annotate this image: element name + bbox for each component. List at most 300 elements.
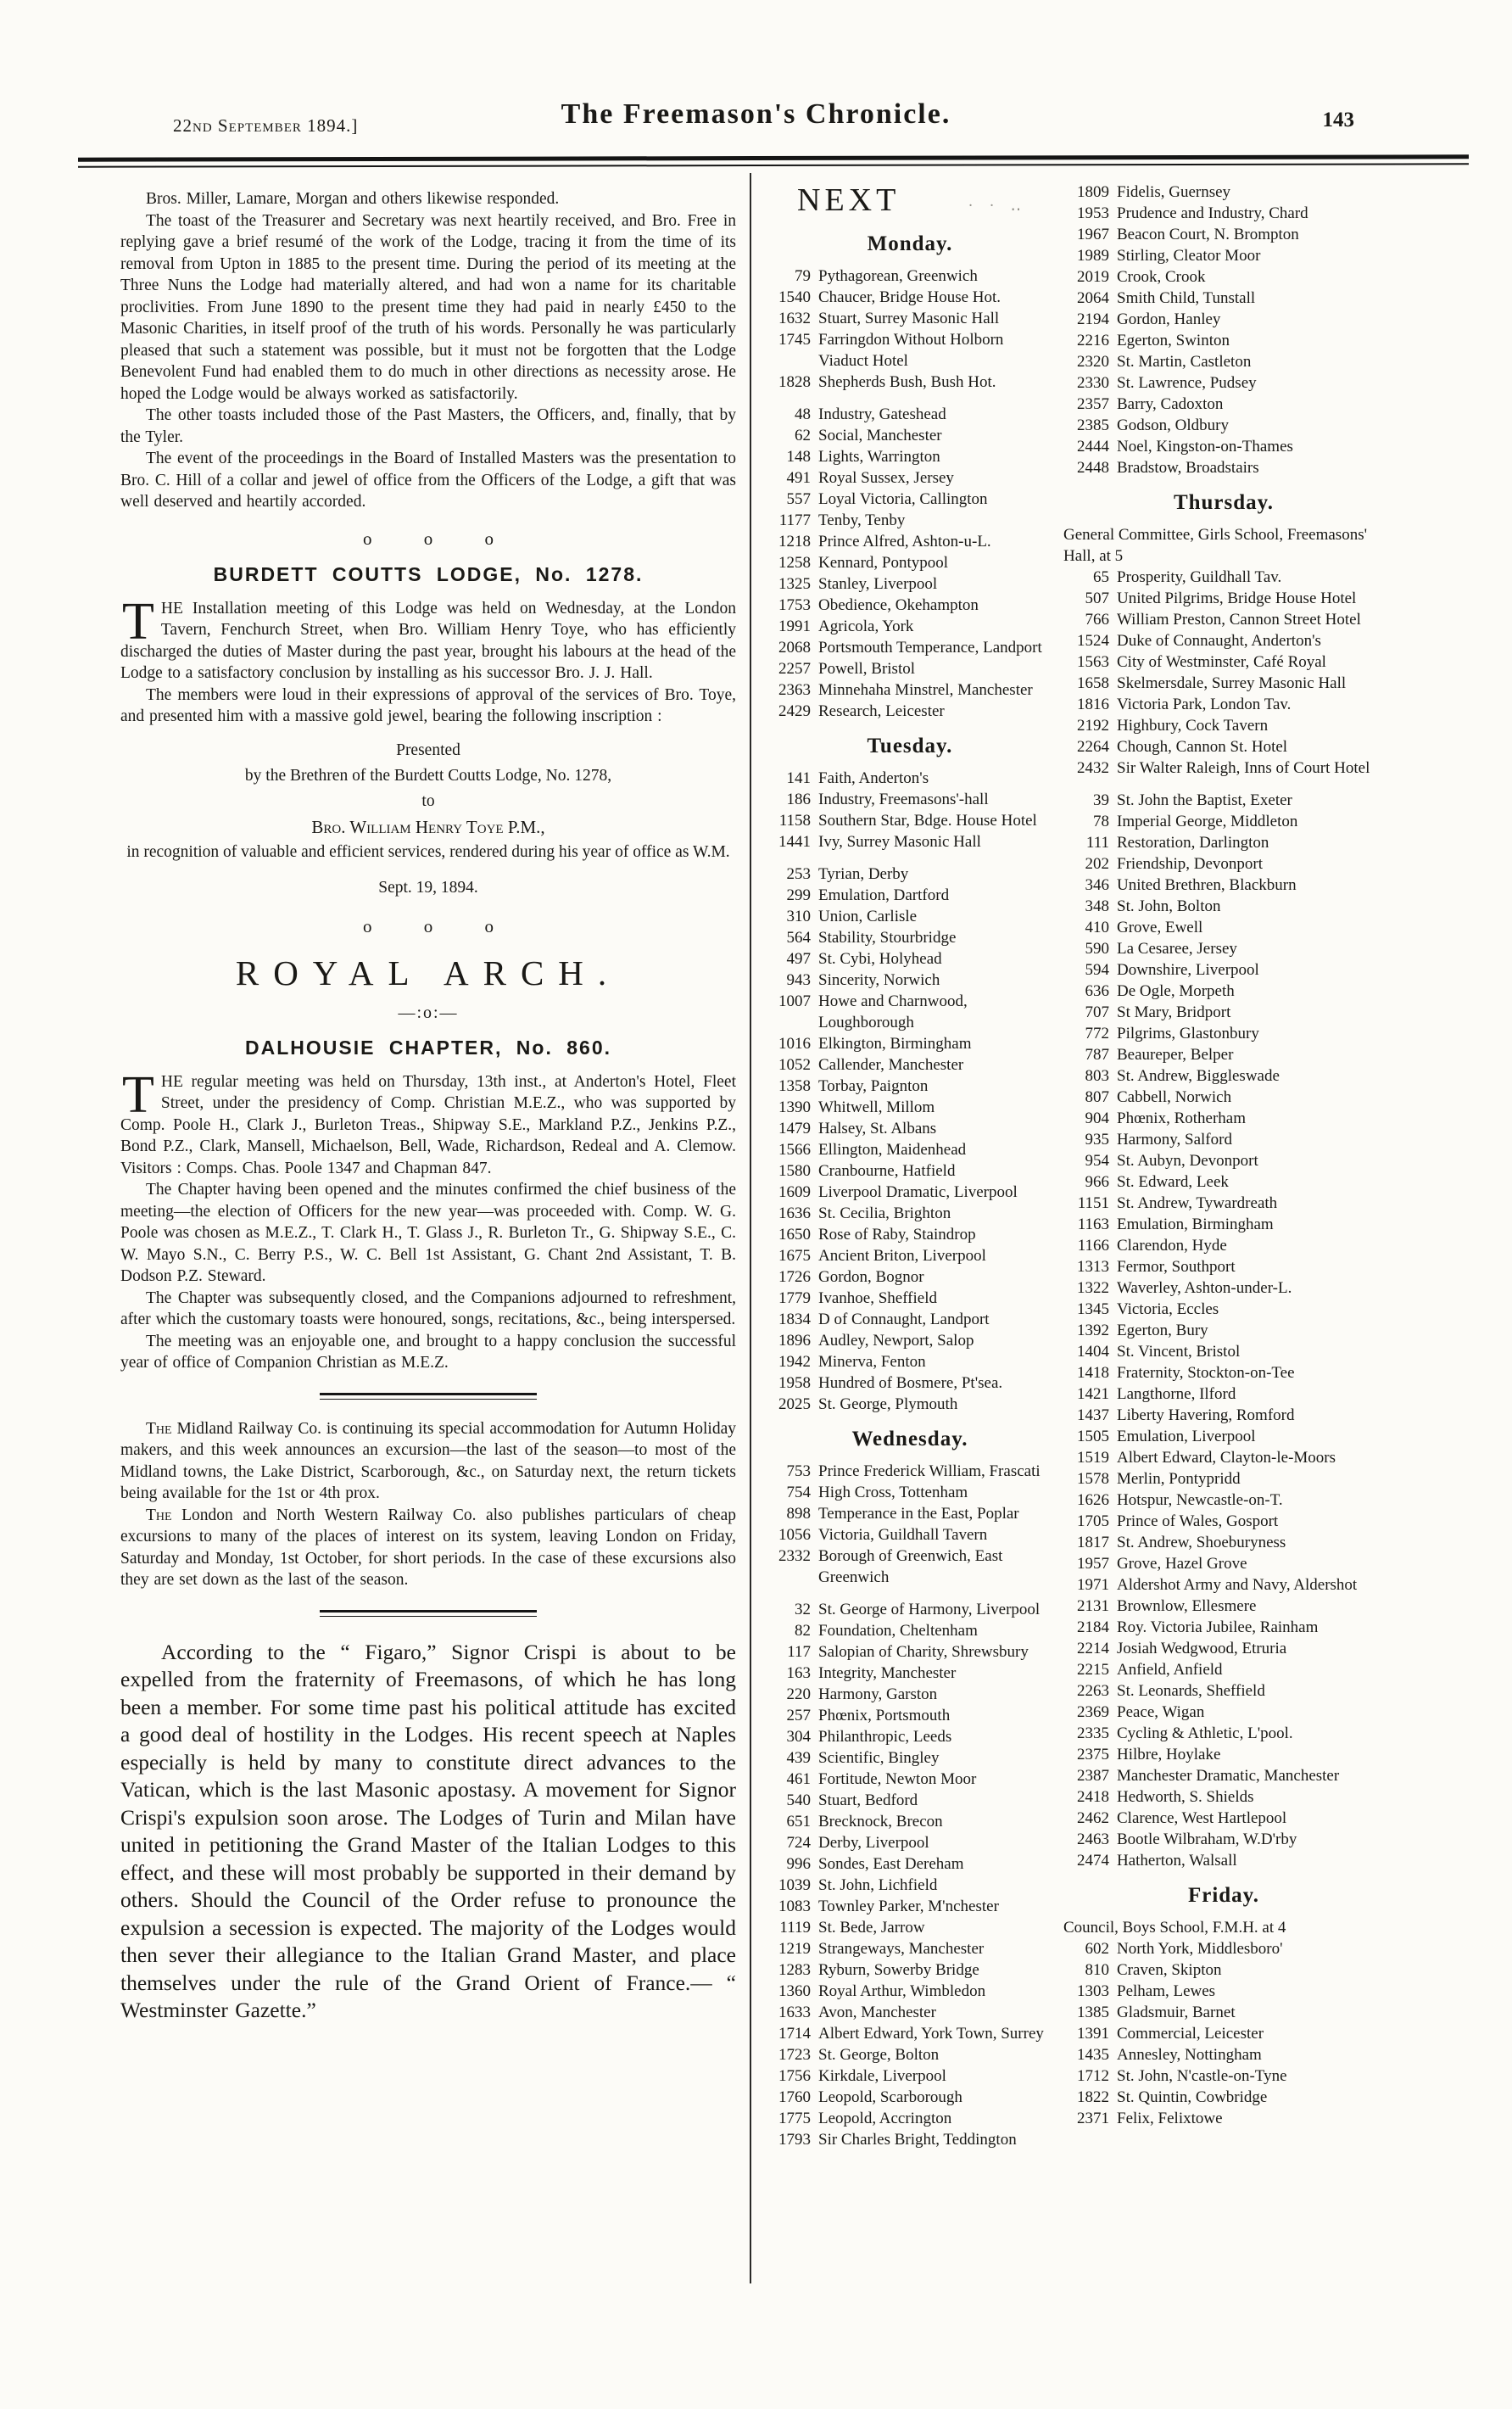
lodge-entry bbox=[763, 510, 1057, 531]
entry-number: 1658 bbox=[1077, 674, 1109, 692]
lodge-entry bbox=[1062, 309, 1386, 330]
lodge-entry bbox=[763, 595, 1057, 616]
entry-name: Beaureper, Belper bbox=[1117, 1046, 1234, 1064]
entry-number: 1039 bbox=[778, 1876, 811, 1894]
inscription-line: by the Brethren of the Burdett Coutts Lodge, No. 1278, bbox=[244, 766, 612, 785]
lodge-entry bbox=[763, 1545, 1057, 1588]
leading-small-caps: The bbox=[146, 1506, 172, 1524]
entry-number: 766 bbox=[1085, 611, 1109, 629]
entry-name: Hatherton, Walsall bbox=[1117, 1852, 1237, 1870]
lodge-entry bbox=[763, 1832, 1057, 1853]
lodge-entry bbox=[763, 1599, 1057, 1620]
lodge-entry bbox=[1062, 1405, 1386, 1426]
entry-number: 966 bbox=[1085, 1173, 1109, 1191]
lodge-entry bbox=[1062, 1468, 1386, 1490]
entry-number: 1675 bbox=[778, 1247, 811, 1265]
entry-name: Emulation, Liverpool bbox=[1117, 1428, 1256, 1445]
entry-number: 753 bbox=[786, 1462, 811, 1480]
lodge-entry bbox=[1062, 757, 1386, 779]
entry-name: Sondes, East Dereham bbox=[818, 1855, 964, 1873]
entry-name: D of Connaught, Landport bbox=[818, 1311, 990, 1328]
lodge-entry bbox=[763, 2044, 1057, 2065]
lodge-entry bbox=[1062, 959, 1386, 981]
entry-number: 2375 bbox=[1077, 1746, 1109, 1763]
entry-name: Imperial George, Middleton bbox=[1117, 813, 1298, 830]
entry-name: Clarendon, Hyde bbox=[1117, 1237, 1227, 1255]
entry-number: 1953 bbox=[1077, 204, 1109, 222]
lodge-entry bbox=[763, 2087, 1057, 2108]
entry-name: United Brethren, Blackburn bbox=[1117, 876, 1297, 894]
lodge-entry bbox=[763, 1503, 1057, 1524]
article-paragraph: The Midland Railway Co. is continuing its special accommodation for Autumn Holiday makers, and this week announces an excursion—the last of the season—to most of the Midland towns, the Lake District, Scarborough, &c., on Saturday next, the return tickets being available for the 1st or 4th prox. bbox=[120, 1419, 736, 1502]
lodge-entry bbox=[1062, 1638, 1386, 1659]
entry-name: Pythagorean, Greenwich bbox=[818, 267, 978, 285]
entry-number: 1989 bbox=[1077, 247, 1109, 265]
entry-name: William Preston, Cannon Street Hotel bbox=[1117, 611, 1361, 629]
lodge-entry bbox=[1062, 981, 1386, 1002]
entry-name: Liverpool Dramatic, Liverpool bbox=[818, 1183, 1018, 1201]
lodge-entry bbox=[1062, 917, 1386, 938]
section-heading-large: ROYAL ARCH. bbox=[235, 953, 622, 992]
entry-name: Commercial, Leicester bbox=[1117, 2025, 1264, 2043]
lodge-entry bbox=[763, 864, 1057, 885]
entry-name: City of Westminster, Café Royal bbox=[1117, 653, 1326, 671]
lodge-entry bbox=[763, 1372, 1057, 1394]
entry-number: 1524 bbox=[1077, 632, 1109, 650]
entry-name: Scientific, Bingley bbox=[818, 1749, 940, 1767]
lodge-entry bbox=[1062, 588, 1386, 609]
lodge-entry bbox=[763, 467, 1057, 489]
lodge-entry bbox=[763, 1351, 1057, 1372]
entry-number: 2215 bbox=[1077, 1661, 1109, 1679]
entry-number: 348 bbox=[1085, 897, 1109, 915]
listing-masthead-text: NEXT bbox=[797, 182, 901, 218]
entry-name: Felix, Felixtowe bbox=[1117, 2110, 1223, 2127]
entry-name: Stirling, Cleator Moor bbox=[1117, 247, 1261, 265]
entry-number: 557 bbox=[786, 490, 811, 508]
entry-name: United Pilgrims, Bridge House Hotel bbox=[1117, 590, 1357, 607]
entry-number: 1705 bbox=[1077, 1512, 1109, 1530]
lodge-entry bbox=[763, 552, 1057, 573]
entry-name: Callender, Manchester bbox=[818, 1056, 964, 1074]
entry-number: 904 bbox=[1085, 1109, 1109, 1127]
entry-name: Fortitude, Newton Moor bbox=[818, 1770, 977, 1788]
lodge-entry bbox=[1062, 694, 1386, 715]
entry-number: 2214 bbox=[1077, 1640, 1109, 1657]
entry-name: St. George, Plymouth bbox=[818, 1395, 958, 1413]
entry-name: Phœnix, Portsmouth bbox=[818, 1707, 951, 1724]
lodge-entry bbox=[763, 1182, 1057, 1203]
lodge-entry bbox=[763, 1811, 1057, 1832]
entry-name: Sincerity, Norwich bbox=[818, 971, 940, 989]
section-heading: DALHOUSIE CHAPTER, No. 860. bbox=[245, 1036, 611, 1059]
lodge-entry bbox=[1062, 1108, 1386, 1129]
entry-number: 461 bbox=[786, 1770, 811, 1788]
day-heading: Friday. bbox=[1187, 1884, 1260, 1907]
entry-name: Downshire, Liverpool bbox=[1117, 961, 1259, 979]
entry-number: 79 bbox=[795, 267, 811, 285]
entry-name: Bradstow, Broadstairs bbox=[1117, 459, 1259, 477]
entry-number: 1636 bbox=[778, 1204, 811, 1222]
entry-name: Ivanhoe, Sheffield bbox=[818, 1289, 937, 1307]
lodge-entry bbox=[763, 1853, 1057, 1875]
entry-number: 410 bbox=[1085, 919, 1109, 936]
lodge-entry bbox=[763, 810, 1057, 831]
entry-number: 1505 bbox=[1077, 1428, 1109, 1445]
entry-number: 497 bbox=[786, 950, 811, 968]
entry-number: 2357 bbox=[1077, 395, 1109, 413]
day-heading: Tuesday. bbox=[867, 735, 953, 757]
lodge-entry bbox=[1062, 2065, 1386, 2087]
entry-name: Powell, Bristol bbox=[818, 660, 916, 678]
day-heading: Monday. bbox=[867, 232, 953, 255]
lodge-entry bbox=[763, 2002, 1057, 2023]
lodge-entry bbox=[1062, 2087, 1386, 2108]
lodge-entry bbox=[1062, 1917, 1386, 1938]
entry-number: 1479 bbox=[778, 1120, 811, 1137]
listing-masthead bbox=[763, 182, 1057, 219]
lodge-entry bbox=[1062, 245, 1386, 266]
entry-number: 1441 bbox=[778, 833, 811, 851]
entry-number: 1650 bbox=[778, 1226, 811, 1244]
entry-name: Ellington, Maidenhead bbox=[818, 1141, 967, 1159]
entry-number: 1822 bbox=[1077, 2088, 1109, 2106]
entry-number: 1563 bbox=[1077, 653, 1109, 671]
entry-number: 1540 bbox=[778, 288, 811, 306]
drop-cap: T bbox=[122, 1065, 154, 1124]
entry-name: Hundred of Bosmere, Pt'sea. bbox=[818, 1374, 1003, 1392]
entry-number: 1177 bbox=[778, 511, 811, 529]
entry-name: Cranbourne, Hatfield bbox=[818, 1162, 956, 1180]
entry-number: 1745 bbox=[778, 331, 811, 349]
entry-number: 491 bbox=[786, 469, 811, 487]
entry-name: St. Aubyn, Devonport bbox=[1117, 1152, 1258, 1170]
entry-name: Integrity, Manchester bbox=[818, 1664, 957, 1682]
article-paragraph-large: According to the “ Figaro,” Signor Crispi is about to be expelled from the fraternity of Freemasons, of which he has long been a member. For some time past his political attitude has excited a good deal of hostility in the Lodges. His recent speech at Naples especially is held by many to constitute direct advances to the Vatican, which is the last Masonic apostasy. A movement for Signor Crispi's expulsion soon arose. The Lodges of Turin and Milan have united in petitioning the Grand Master of the Italian Lodges to this effect, and these will most probably be supported in their demand by others. Should the Council of the Order refuse to pronounce the expulsion a secession is expected. The majority of the Lodges would then sever their allegiance to the Italian Grand Master, and place themselves under the rule of the Grand Orient of France.— “ Westminster Gazette.” bbox=[120, 1639, 736, 2022]
lodge-entry bbox=[1062, 1938, 1386, 1959]
entry-name: Victoria, Guildhall Tavern bbox=[818, 1526, 988, 1544]
entry-name: Stanley, Liverpool bbox=[818, 575, 938, 593]
entry-name: St. John, N'castle-on-Tyne bbox=[1117, 2067, 1287, 2085]
entry-name: Noel, Kingston-on-Thames bbox=[1117, 438, 1293, 456]
entry-name: Council, Boys School, F.M.H. at 4 bbox=[1063, 1919, 1286, 1937]
lodge-entry bbox=[763, 1118, 1057, 1139]
entry-number: 1166 bbox=[1077, 1237, 1109, 1255]
entry-name: Friendship, Devonport bbox=[1117, 855, 1264, 873]
entry-name: Brownlow, Ellesmere bbox=[1117, 1597, 1257, 1615]
entry-number: 507 bbox=[1085, 590, 1109, 607]
double-rule bbox=[320, 1393, 537, 1400]
entry-number: 78 bbox=[1093, 813, 1109, 830]
entry-name: Brecknock, Brecon bbox=[818, 1813, 943, 1831]
entry-number: 1566 bbox=[778, 1141, 811, 1159]
entry-name: Research, Leicester bbox=[818, 702, 945, 720]
entry-name: Industry, Gateshead bbox=[818, 405, 946, 423]
entry-name: Highbury, Cock Tavern bbox=[1117, 717, 1269, 735]
lodge-entry bbox=[763, 616, 1057, 637]
inscription-line: in recognition of valuable and efficient services, rendered during his year of office as W.M. bbox=[126, 842, 730, 861]
lodge-entry bbox=[763, 446, 1057, 467]
inscription-block bbox=[120, 738, 736, 901]
entry-number: 82 bbox=[795, 1622, 811, 1640]
entry-name: Ancient Briton, Liverpool bbox=[818, 1247, 986, 1265]
entry-number: 1756 bbox=[778, 2067, 811, 2085]
lodge-entry bbox=[763, 789, 1057, 810]
entry-name: De Ogle, Morpeth bbox=[1117, 982, 1235, 1000]
entry-name: Tyrian, Derby bbox=[818, 865, 909, 883]
entry-name: Kennard, Pontypool bbox=[818, 554, 949, 572]
entry-name: St Mary, Bridport bbox=[1117, 1003, 1231, 1021]
lodge-entry bbox=[1062, 1959, 1386, 1981]
lodge-entry bbox=[763, 906, 1057, 927]
entry-number: 2462 bbox=[1077, 1809, 1109, 1827]
lodge-entry bbox=[763, 1394, 1057, 1415]
entry-name: Industry, Freemasons'-hall bbox=[818, 791, 989, 808]
entry-name: Barry, Cadoxton bbox=[1117, 395, 1224, 413]
entry-number: 1392 bbox=[1077, 1322, 1109, 1339]
entry-number: 148 bbox=[786, 448, 811, 466]
entry-name: St. Martin, Castleton bbox=[1117, 353, 1252, 371]
entry-number: 540 bbox=[786, 1791, 811, 1809]
entry-number: 2019 bbox=[1077, 268, 1109, 286]
lodge-entry bbox=[763, 573, 1057, 595]
entry-number: 202 bbox=[1085, 855, 1109, 873]
entry-number: 299 bbox=[786, 886, 811, 904]
entry-name: Philanthropic, Leeds bbox=[818, 1728, 952, 1746]
header-rule bbox=[78, 154, 1469, 167]
lodge-entry bbox=[763, 831, 1057, 852]
lodge-entry bbox=[1062, 1426, 1386, 1447]
entry-name: Avon, Manchester bbox=[818, 2004, 936, 2021]
meetings-column-2 bbox=[1062, 182, 1386, 2140]
entry-number: 1435 bbox=[1077, 2046, 1109, 2064]
entry-name: Elkington, Birmingham bbox=[818, 1035, 972, 1053]
entry-number: 1421 bbox=[1077, 1385, 1109, 1403]
lodge-entry bbox=[763, 1288, 1057, 1309]
lodge-entry bbox=[1062, 224, 1386, 245]
entry-number: 2320 bbox=[1077, 353, 1109, 371]
entry-name: Whitwell, Millom bbox=[818, 1098, 935, 1116]
entry-number: 1052 bbox=[778, 1056, 811, 1074]
page-title: The Freemason's Chronicle. bbox=[561, 98, 951, 130]
lodge-entry bbox=[1062, 1447, 1386, 1468]
entry-name: North York, Middlesboro' bbox=[1117, 1940, 1283, 1958]
entry-number: 1158 bbox=[778, 812, 811, 830]
lodge-entry bbox=[1062, 651, 1386, 673]
lodge-entry bbox=[1062, 415, 1386, 436]
entry-name: Minnehaha Minstrel, Manchester bbox=[818, 681, 1033, 699]
lodge-entry bbox=[1062, 1299, 1386, 1320]
entry-name: Leopold, Scarborough bbox=[818, 2088, 962, 2106]
entry-number: 1809 bbox=[1077, 183, 1109, 201]
entry-name: Albert Edward, Clayton-le-Moors bbox=[1117, 1449, 1336, 1467]
lodge-entry bbox=[1062, 2108, 1386, 2129]
lodge-entry bbox=[1062, 1744, 1386, 1765]
entry-number: 1385 bbox=[1077, 2004, 1109, 2021]
entry-name: Ivy, Surrey Masonic Hall bbox=[818, 833, 981, 851]
lodge-entry bbox=[763, 970, 1057, 991]
entry-name: Cabbell, Norwich bbox=[1117, 1088, 1232, 1106]
entry-number: 2474 bbox=[1077, 1852, 1109, 1870]
lodge-group bbox=[763, 864, 1057, 1415]
entry-name: Liberty Havering, Romford bbox=[1117, 1406, 1295, 1424]
entry-number: 1083 bbox=[778, 1898, 811, 1915]
lodge-entry bbox=[763, 1726, 1057, 1747]
entry-number: 2257 bbox=[778, 660, 811, 678]
lodge-entry bbox=[1062, 1850, 1386, 1871]
lodge-entry bbox=[763, 1266, 1057, 1288]
date-line: 22nd September 1894.] bbox=[173, 115, 359, 136]
entry-name: St. Leonards, Sheffield bbox=[1117, 1682, 1265, 1700]
entry-name: Skelmersdale, Surrey Masonic Hall bbox=[1117, 674, 1347, 692]
entry-number: 1519 bbox=[1077, 1449, 1109, 1467]
entry-number: 2064 bbox=[1077, 289, 1109, 307]
entry-name: Chaucer, Bridge House Hot. bbox=[818, 288, 1001, 306]
entry-number: 1626 bbox=[1077, 1491, 1109, 1509]
lodge-group bbox=[1062, 182, 1386, 478]
lodge-entry bbox=[763, 1139, 1057, 1160]
entry-name: Farringdon Without Holborn Viaduct Hotel bbox=[818, 331, 1004, 370]
entry-name: Sir Charles Bright, Teddington bbox=[818, 2131, 1017, 2149]
entry-name: Audley, Newport, Salop bbox=[818, 1332, 974, 1350]
lodge-entry bbox=[763, 1461, 1057, 1482]
entry-name: Social, Manchester bbox=[818, 427, 942, 444]
lodge-entry bbox=[763, 404, 1057, 425]
entry-name: Hilbre, Hoylake bbox=[1117, 1746, 1221, 1763]
lodge-entry bbox=[1062, 2044, 1386, 2065]
lodge-entry bbox=[1062, 457, 1386, 478]
lodge-entry bbox=[1062, 630, 1386, 651]
entry-number: 1283 bbox=[778, 1961, 811, 1979]
entry-name: Clarence, West Hartlepool bbox=[1117, 1809, 1287, 1827]
entry-name: Victoria Park, London Tav. bbox=[1117, 696, 1292, 713]
entry-number: 111 bbox=[1085, 834, 1109, 852]
entry-name: St. John, Lichfield bbox=[818, 1876, 938, 1894]
lodge-entry bbox=[1062, 436, 1386, 457]
entry-number: 1322 bbox=[1077, 1279, 1109, 1297]
entry-number: 1437 bbox=[1077, 1406, 1109, 1424]
article-paragraph: The London and North Western Railway Co. also publishes particulars of cheap excursions to many of the places of interest on its system, leaving London on Friday, Saturday and Monday, 1st October, for short periods. In the case of these excursions also they are set down as the last of the season. bbox=[120, 1506, 736, 1589]
entry-number: 954 bbox=[1085, 1152, 1109, 1170]
entry-name: Fermor, Southport bbox=[1117, 1258, 1236, 1276]
entry-name: Southern Star, Bdge. House Hotel bbox=[818, 812, 1037, 830]
lodge-entry bbox=[1062, 1574, 1386, 1596]
lodge-entry bbox=[763, 1769, 1057, 1790]
lodge-entry bbox=[763, 701, 1057, 722]
lodge-entry bbox=[1062, 1808, 1386, 1829]
article-paragraph: The members were loud in their expressions of approval of the services of Bro. Toye, and presented him with a massive gold jewel, bearing the following inscription : bbox=[120, 685, 736, 725]
lodge-entry bbox=[1062, 1553, 1386, 1574]
lodge-entry bbox=[1062, 1235, 1386, 1256]
entry-name: Stability, Stourbridge bbox=[818, 929, 957, 947]
entry-number: 1404 bbox=[1077, 1343, 1109, 1361]
lodge-entry bbox=[763, 1981, 1057, 2002]
lodge-entry bbox=[763, 1524, 1057, 1545]
entry-name: Craven, Skipton bbox=[1117, 1961, 1222, 1979]
entry-name: Godson, Oldbury bbox=[1117, 416, 1229, 434]
entry-name: Peace, Wigan bbox=[1117, 1703, 1205, 1721]
entry-number: 117 bbox=[787, 1643, 811, 1661]
entry-number: 2335 bbox=[1077, 1724, 1109, 1742]
lodge-entry bbox=[1062, 1490, 1386, 1511]
entry-name: Union, Carlisle bbox=[818, 908, 918, 925]
entry-name: Ryburn, Sowerby Bridge bbox=[818, 1961, 979, 1979]
lodge-entry bbox=[1062, 1659, 1386, 1680]
lodge-entry bbox=[763, 2023, 1057, 2044]
entry-name: General Committee, Girls School, Freemasons' Hall, at 5 bbox=[1063, 526, 1368, 565]
lodge-group bbox=[763, 1461, 1057, 1588]
lodge-entry bbox=[1062, 853, 1386, 875]
entry-number: 2363 bbox=[778, 681, 811, 699]
entry-name: Waverley, Ashton-under-L. bbox=[1117, 1279, 1292, 1297]
entry-number: 1991 bbox=[778, 618, 811, 635]
entry-number: 2463 bbox=[1077, 1831, 1109, 1848]
lodge-entry bbox=[763, 948, 1057, 970]
entry-name: Crook, Crook bbox=[1117, 268, 1206, 286]
entry-name: Tenby, Tenby bbox=[818, 511, 906, 529]
entry-number: 1303 bbox=[1077, 1982, 1109, 2000]
lodge-entry bbox=[1062, 182, 1386, 203]
entry-name: Shepherds Bush, Bush Hot. bbox=[818, 373, 996, 391]
entry-number: 2192 bbox=[1077, 717, 1109, 735]
entry-name: Borough of Greenwich, East Greenwich bbox=[818, 1547, 1003, 1586]
entry-name: Royal Sussex, Jersey bbox=[818, 469, 954, 487]
lodge-entry bbox=[763, 1482, 1057, 1503]
entry-number: 2444 bbox=[1077, 438, 1109, 456]
entry-name: St. Cecilia, Brighton bbox=[818, 1204, 951, 1222]
lodge-entry bbox=[1062, 1256, 1386, 1277]
lodge-entry bbox=[763, 1224, 1057, 1245]
entry-number: 1712 bbox=[1077, 2067, 1109, 2085]
lodge-entry bbox=[1062, 394, 1386, 415]
entry-number: 65 bbox=[1093, 568, 1109, 586]
entry-number: 62 bbox=[795, 427, 811, 444]
lodge-entry bbox=[1062, 524, 1386, 567]
lodge-entry bbox=[1062, 609, 1386, 630]
entry-name: Strangeways, Manchester bbox=[818, 1940, 985, 1958]
section-heading: BURDETT COUTTS LODGE, No. 1278. bbox=[213, 562, 644, 585]
lodge-entry bbox=[763, 637, 1057, 658]
entry-number: 1942 bbox=[778, 1353, 811, 1371]
lodge-entry bbox=[1062, 1044, 1386, 1065]
entry-number: 2264 bbox=[1077, 738, 1109, 756]
lodge-entry bbox=[1062, 1723, 1386, 1744]
lodge-entry bbox=[763, 489, 1057, 510]
entry-number: 594 bbox=[1085, 961, 1109, 979]
entry-number: 2369 bbox=[1077, 1703, 1109, 1721]
entry-number: 141 bbox=[786, 769, 811, 787]
lodge-entry bbox=[1062, 1277, 1386, 1299]
lodge-entry bbox=[1062, 2023, 1386, 2044]
lodge-entry bbox=[763, 2065, 1057, 2087]
inscription-line: Bro. William Henry Toye P.M., bbox=[311, 816, 545, 837]
entry-name: St. Andrew, Tywardreath bbox=[1117, 1194, 1278, 1212]
entry-name: St. George, Bolton bbox=[818, 2046, 940, 2064]
entry-number: 1219 bbox=[778, 1940, 811, 1958]
inscription-line: Sept. 19, 1894. bbox=[378, 878, 478, 897]
lodge-entry bbox=[1062, 567, 1386, 588]
entry-number: 1632 bbox=[778, 310, 811, 327]
lodge-entry bbox=[763, 1747, 1057, 1769]
entry-number: 1325 bbox=[778, 575, 811, 593]
lodge-entry bbox=[763, 1309, 1057, 1330]
entry-name: Gordon, Hanley bbox=[1117, 310, 1221, 328]
entry-name: St. Bede, Jarrow bbox=[818, 1919, 925, 1937]
entry-name: St. Quintin, Cowbridge bbox=[1117, 2088, 1268, 2106]
entry-name: Restoration, Darlington bbox=[1117, 834, 1269, 852]
entry-name: Prince Alfred, Ashton-u-L. bbox=[818, 533, 991, 551]
entry-name: Fidelis, Guernsey bbox=[1117, 183, 1231, 201]
